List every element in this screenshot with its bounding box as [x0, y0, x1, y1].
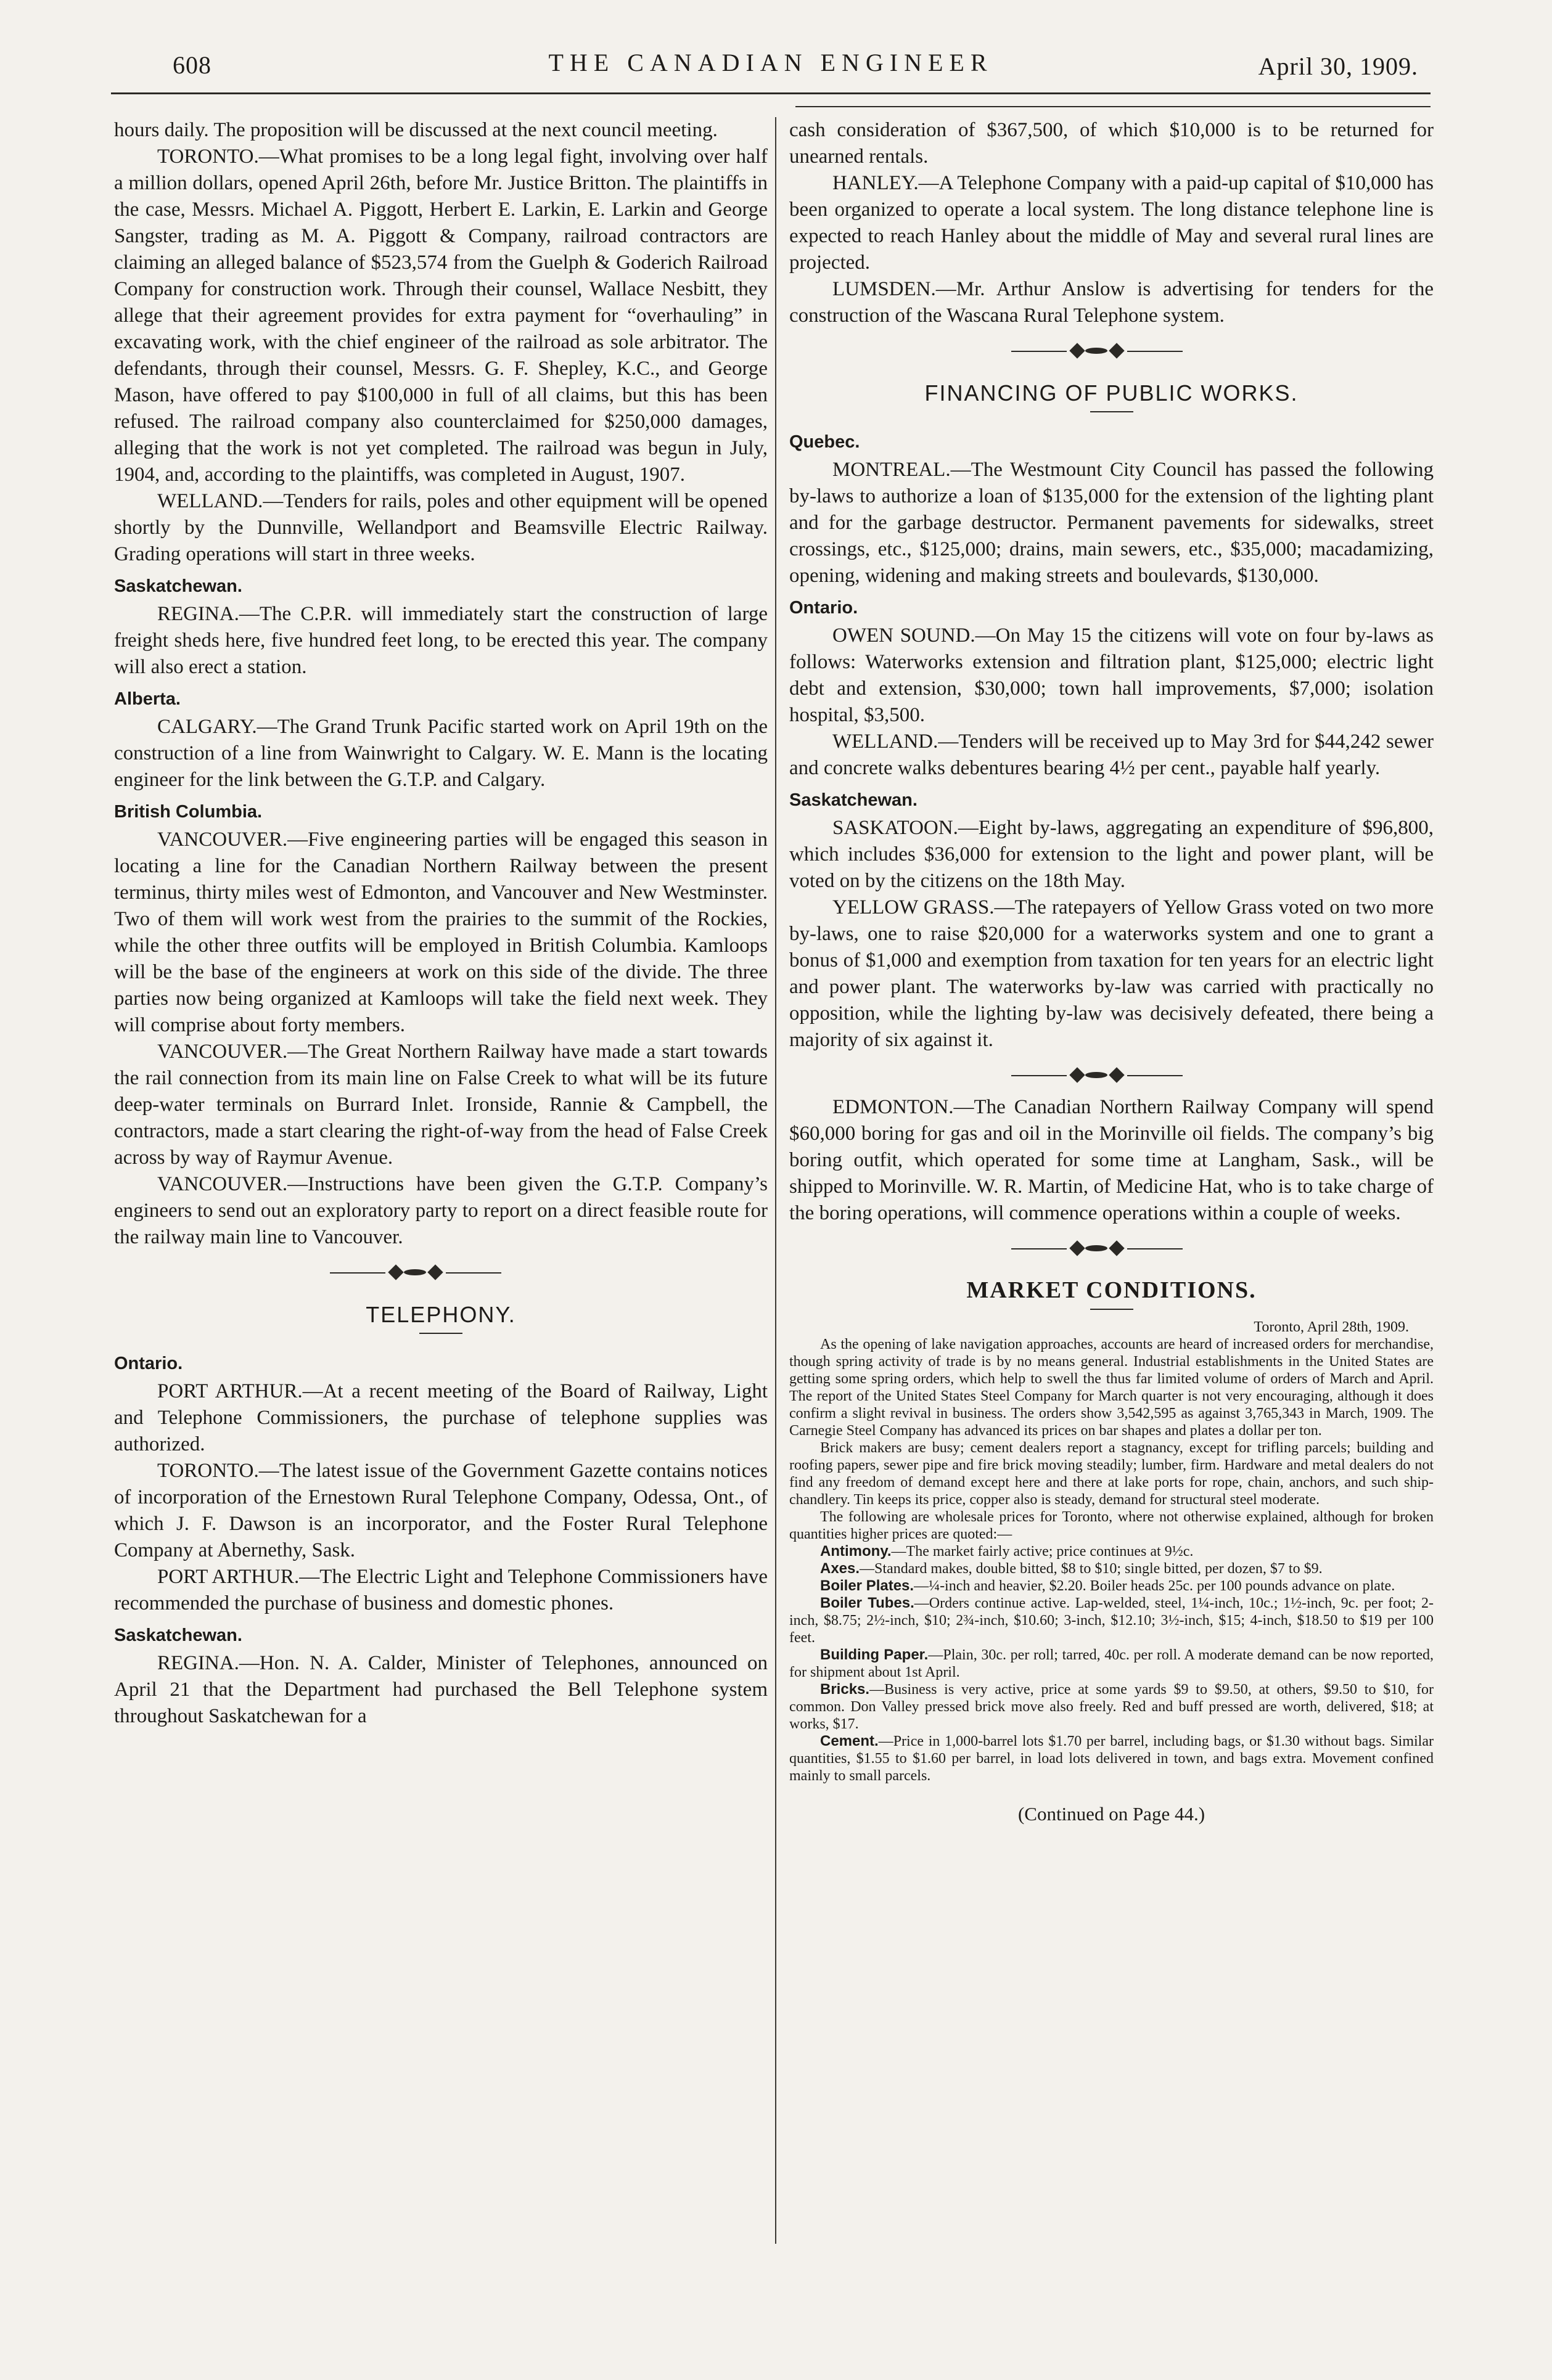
paragraph: TORONTO.—The latest issue of the Government Gazette contains notices of incorporation of the Ernestown Rural Telephone Company, Odessa, Ont., of which J. F. Dawson is an incorporator, and the Foster Rural Telephone Company at Abernethy, Sask. [114, 1460, 768, 1561]
paragraph: LUMSDEN.—Mr. Arthur Anslow is advertising for tenders for the construction of the Wascana Rural Telephone system. [789, 278, 1434, 327]
item-heading: Boiler Plates. [820, 1577, 914, 1594]
section-heading-telephony: TELEPHONY. [366, 1302, 516, 1327]
issue-date: April 30, 1909. [1258, 52, 1418, 80]
paragraph: REGINA.—Hon. N. A. Calder, Minister of Telephones, announced on April 21 that the Department had purchased the Bell Telephone system throughout Saskatchewan for a [114, 1652, 768, 1727]
province-heading: Saskatchewan. [789, 790, 918, 810]
running-header [111, 44, 1431, 81]
ornament-divider [789, 1063, 1434, 1088]
province-heading: Ontario. [789, 598, 858, 618]
market-paragraph: As the opening of lake navigation approaches, accounts are heard of increased orders for merchandise, though spring activity of trade is by no means general. Industrial establishments in the United States are getting some spring orders, which help to swell the thus far limited volume of orders of March and April. The report of the United States Steel Company for March quarter is not very encouraging, although it does confirm a slight revival in business. The orders show 3,542,595 as against 3,765,343 in March, 1909. The Carnegie Steel Company has advanced its prices on bar shapes and plates a dollar per ton. [789, 1336, 1434, 1439]
item-heading: Axes. [820, 1560, 860, 1577]
item-heading: Antimony. [820, 1543, 892, 1560]
column-divider [775, 117, 776, 2244]
paragraph: TORONTO.—What promises to be a long legal fight, involving over half a million dollars, opened April 26th, before Mr. Justice Britton. The plaintiffs in the case, Messrs. Michael A. Piggott, Herbert E. Larkin, E. Larkin and George Sangster, trading as M. A. Piggott & Company, railroad contractors are claiming an alleged balance of $523,574 from the Guelph & Goderich Railroad Company for construction work. Through their counsel, Wallace Nesbitt, they allege that their agreement provides for extra payment for “overhauling” in excavating work, with the chief engineer of the railroad as sole arbitrator. The defendants, through their counsel, Messrs. G. F. Shepley, K.C., and George Mason, have offered to pay $100,000 in full of all claims, but this has been refused. The railroad company also counterclaimed for $250,000 damages, alleging that the work is not yet completed. The railroad was begun in July, 1904, and, according to the plaintiffs, was completed in August, 1907. [114, 145, 768, 486]
item-heading: Cement. [820, 1733, 879, 1749]
market-item: Boiler Plates.—¼-inch and heavier, $2.20. Boiler heads 25c. per 100 pounds advance on plate. [820, 1577, 1395, 1594]
market-report [789, 1319, 1434, 1785]
paragraph: VANCOUVER.—Instructions have been given the G.T.P. Company’s engineers to send out an exploratory party to report on a direct feasible route for the railway main line to Vancouver. [114, 1173, 768, 1248]
paragraph: REGINA.—The C.P.R. will immediately start the construction of large freight sheds here, five hundred feet long, to be erected this year. The company will also erect a station. [114, 603, 768, 678]
page-number: 608 [173, 51, 211, 79]
market-paragraph: Brick makers are busy; cement dealers report a stagnancy, except for trifling parcels; building and roofing papers, sewer pipe and fire brick moving steadily; lumber, firm. Hardware and metal dealers do not find any freedom of demand except here and there at lake ports for rope, chain, anchors, and such ship-chandlery. Tin keeps its price, copper also is steady, demand for structural steel moderate. [789, 1440, 1434, 1508]
paragraph: WELLAND.—Tenders will be received up to May 3rd for $44,242 sewer and concrete walks debentures bearing 4½ per cent., payable half yearly. [789, 730, 1434, 779]
item-heading: Boiler Tubes. [820, 1595, 914, 1611]
paragraph: hours daily. The proposition will be discussed at the next council meeting. [114, 119, 718, 141]
ornament-divider [789, 1237, 1434, 1261]
paragraph: WELLAND.—Tenders for rails, poles and other equipment will be opened shortly by the Dunnville, Wellandport and Beamsville Electric Railway. Grading operations will start in three weeks. [114, 490, 768, 565]
paragraph: OWEN SOUND.—On May 15 the citizens will vote on four by-laws as follows: Waterworks extension and filtration plant, $125,000; electric light debt and extension, $30,000; town hall improvements, $7,000; isolation hospital, $3,500. [789, 624, 1434, 726]
market-dateline: Toronto, April 28th, 1909. [1254, 1319, 1409, 1335]
paragraph: VANCOUVER.—Five engineering parties will be engaged this season in locating a line for the Canadian Northern Railway between the present terminus, thirty miles west of Edmonton, and Vancouver and New Westminster. Two of them will work west from the prairies to the summit of the Rockies, while the other three outfits will be employed in British Columbia. Kamloops will be the base of the engineers at work on this side of the divide. The three parties now being organized at Kamloops will take the field next week. They will comprise about forty members. [114, 828, 768, 1036]
left-column [114, 117, 768, 1730]
ornament-divider [114, 1261, 768, 1285]
paragraph: YELLOW GRASS.—The ratepayers of Yellow Grass voted on two more by-laws, one to raise $20,000 for a waterworks system and one to grant a bonus of $1,000 and exemption from taxation for ten years for an electric light and power plant. The waterworks by-law was carried with practically no opposition, while the lighting by-law was decisively defeated, there being a majority of six against it. [789, 896, 1434, 1051]
short-rule [419, 1333, 462, 1334]
paragraph: MONTREAL.—The Westmount City Council has passed the following by-laws to authorize a loan of $135,000 for the extension of the lighting plant and for the garbage destructor. Permanent pavements for sidewalks, street crossings, etc., $125,000; drains, main sewers, etc., $35,000; macadamizing, opening, widening and making streets and boulevards, $130,000. [789, 459, 1434, 587]
paragraph: PORT ARTHUR.—At a recent meeting of the Board of Railway, Light and Telephone Commissioners, the purchase of telephone supplies was authorized. [114, 1380, 768, 1455]
short-rule [1090, 411, 1133, 412]
market-item: Antimony.—The market fairly active; price continues at 9½c. [820, 1543, 1194, 1560]
paragraph: EDMONTON.—The Canadian Northern Railway Company will spend $60,000 boring for gas and oil in the Morinville oil fields. The company’s big boring outfit, which operated for some time at Langham, Sask., will be shipped to Morinville. W. R. Martin, of Medicine Hat, who is to take charge of the boring operations, will commence operations within a couple of weeks. [789, 1096, 1434, 1224]
province-heading: British Columbia. [114, 802, 263, 822]
province-heading: Quebec. [789, 432, 860, 452]
market-item: Bricks.—Business is very active, price at some yards $9 to $9.50, at others, $9.50 to $10, for common. Don Valley pressed brick move also freely. Red and buff pressed are worth, delivered, $18; at works, $17. [789, 1681, 1434, 1732]
province-heading: Saskatchewan. [114, 576, 242, 596]
header-rule-secondary [795, 106, 1431, 107]
market-item: Cement.—Price in 1,000-barrel lots $1.70 per barrel, including bags, or $1.30 without bags. Similar quantities, $1.55 to $1.60 per barrel, in load lots delivered in town, and bags extra. Movement confined mainly to small parcels. [789, 1733, 1434, 1784]
header-rule [111, 92, 1431, 94]
journal-title: THE CANADIAN ENGINEER [548, 49, 993, 76]
paragraph: SASKATOON.—Eight by-laws, aggregating an expenditure of $96,800, which includes $36,000 for extension to the light and power plant, will be voted on by the citizens on the 18th May. [789, 817, 1434, 892]
paragraph: VANCOUVER.—The Great Northern Railway have made a start towards the rail connection from its main line on False Creek to what will be its future deep-water terminals on Burrard Inlet. Ironside, Rannie & Campbell, the contractors, made a start clearing the right-of-way from the head of False Creek across by way of Raymur Avenue. [114, 1041, 768, 1169]
short-rule [1090, 1309, 1133, 1310]
province-heading: Ontario. [114, 1354, 183, 1373]
section-heading-financing: FINANCING OF PUBLIC WORKS. [924, 380, 1299, 406]
market-item: Boiler Tubes.—Orders continue active. Lap-welded, steel, 1¼-inch, 10c.; 1½-inch, 9c. per foot; 2-inch, $8.75; 2½-inch, $10; 2¾-inch, $10.60; 3-inch, $12.10; 3½-inch, $15; 4-inch, $18.50 to $19 per 100 feet. [789, 1595, 1434, 1646]
market-item: Building Paper.—Plain, 30c. per roll; tarred, 40c. per roll. A moderate demand can be now reported, for shipment about 1st April. [789, 1646, 1434, 1680]
right-column [789, 117, 1434, 1827]
ornament-divider [789, 339, 1434, 364]
item-heading: Building Paper. [820, 1646, 929, 1663]
market-item: Axes.—Standard makes, double bitted, $8 to $10; single bitted, per dozen, $7 to $9. [820, 1560, 1323, 1577]
paragraph: cash consideration of $367,500, of which $10,000 is to be returned for unearned rentals. [789, 119, 1434, 168]
continued-notice: (Continued on Page 44.) [1017, 1803, 1205, 1825]
section-heading-market: MARKET CONDITIONS. [966, 1277, 1257, 1303]
province-heading: Alberta. [114, 689, 181, 709]
paragraph: CALGARY.—The Grand Trunk Pacific started work on April 19th on the construction of a line from Wainwright to Calgary. W. E. Mann is the locating engineer for the link between the G.T.P. and Calgary. [114, 716, 768, 791]
province-heading: Saskatchewan. [114, 1626, 242, 1645]
paragraph: HANLEY.—A Telephone Company with a paid-up capital of $10,000 has been organized to operate a local system. The long distance telephone line is expected to reach Hanley about the middle of May and several rural lines are projected. [789, 172, 1434, 274]
market-paragraph: The following are wholesale prices for Toronto, where not otherwise explained, although for broken quantities higher prices are quoted:— [789, 1509, 1434, 1542]
item-heading: Bricks. [820, 1681, 870, 1698]
paragraph: PORT ARTHUR.—The Electric Light and Telephone Commissioners have recommended the purchase of business and domestic phones. [114, 1566, 768, 1614]
